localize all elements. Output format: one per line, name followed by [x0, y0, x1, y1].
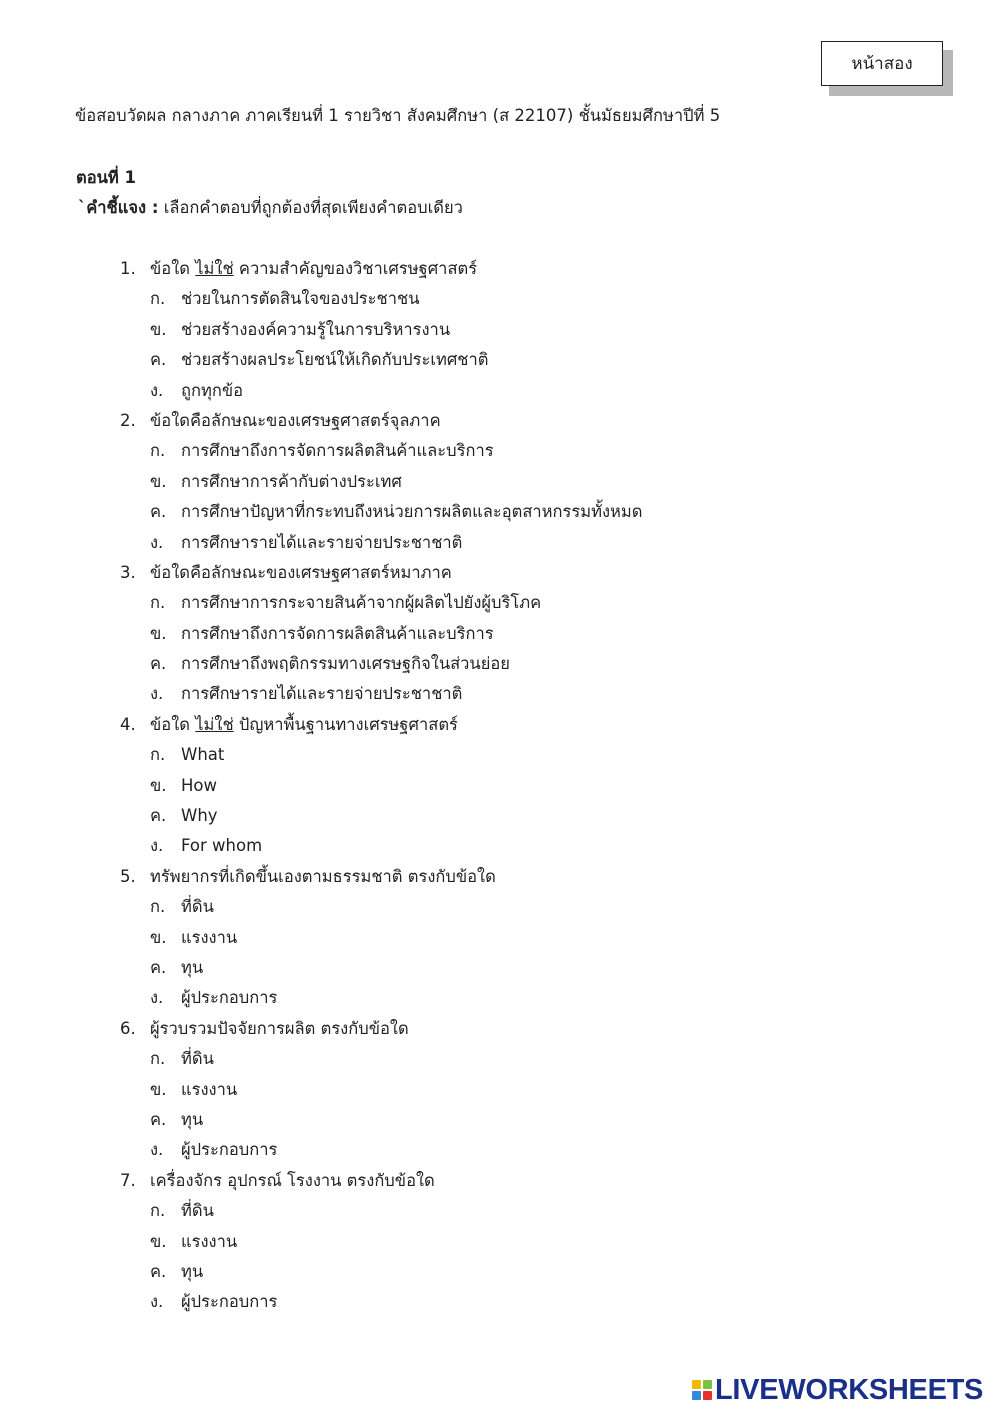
- choice-text: แรงงาน: [181, 927, 238, 947]
- question-text: [150, 1014, 409, 1044]
- question-text-part: เครื่องจักร อุปกรณ์ โรงงาน ตรงกับข้อใด: [150, 1170, 435, 1190]
- logo-square: [703, 1380, 712, 1389]
- choice-text: การศึกษาปัญหาที่กระทบถึงหน่วยการผลิตและอุตสาหกรรมทั้งหมด: [181, 502, 643, 522]
- choice-letter: ก.: [150, 441, 166, 461]
- question-text-part: ข้อใด: [150, 714, 196, 734]
- question-number: 2.: [120, 410, 136, 430]
- page-badge-label: หน้าสอง: [851, 54, 913, 74]
- choice-text: ทุน: [181, 1261, 204, 1281]
- choice-item[interactable]: [0, 892, 1000, 922]
- choice-item[interactable]: [0, 649, 1000, 679]
- question-text-part: ข้อใดคือลักษณะของเศรษฐศาสตร์หมาภาค: [150, 562, 452, 582]
- choice-letter: ง.: [150, 532, 164, 552]
- choice-letter: ค.: [150, 957, 167, 977]
- choice-text: ที่ดิน: [181, 1201, 214, 1221]
- instructions: [78, 195, 463, 221]
- choice-item[interactable]: [0, 1044, 1000, 1074]
- choice-text: What: [181, 745, 225, 765]
- choice-letter: ง.: [150, 988, 164, 1008]
- logo-square: [703, 1391, 712, 1400]
- choice-letter: ง.: [150, 1140, 164, 1160]
- choice-item[interactable]: [0, 376, 1000, 406]
- choice-letter: ง.: [150, 684, 164, 704]
- question-6: [0, 1014, 1000, 1044]
- question-5: [0, 862, 1000, 892]
- choice-item[interactable]: [0, 740, 1000, 770]
- question-number: 4.: [120, 714, 136, 734]
- choice-item[interactable]: [0, 315, 1000, 345]
- choice-text: แรงงาน: [181, 1231, 238, 1251]
- question-text: [150, 254, 477, 284]
- choice-item[interactable]: [0, 528, 1000, 558]
- question-text-part: ทรัพยากรที่เกิดขึ้นเองตามธรรมชาติ ตรงกับข้อใด: [150, 866, 496, 886]
- choice-text: ถูกทุกข้อ: [181, 380, 244, 400]
- choice-text: ผู้ประกอบการ: [181, 1292, 278, 1312]
- choice-letter: ง.: [150, 1292, 164, 1312]
- choice-letter: ค.: [150, 654, 167, 674]
- question-emphasis: ไม่ใช่: [195, 714, 234, 734]
- page-badge: [821, 41, 943, 86]
- choice-text: การศึกษาถึงการจัดการผลิตสินค้าและบริการ: [181, 623, 494, 643]
- choice-item[interactable]: [0, 1135, 1000, 1165]
- choice-letter: ข.: [150, 1079, 167, 1099]
- choice-letter: ง.: [150, 836, 164, 856]
- question-2: [0, 406, 1000, 436]
- choice-item[interactable]: [0, 1105, 1000, 1135]
- choice-item[interactable]: [0, 588, 1000, 618]
- choice-text: Why: [181, 806, 218, 826]
- question-text: [150, 862, 496, 892]
- choice-item[interactable]: [0, 1075, 1000, 1105]
- choice-letter: ค.: [150, 806, 167, 826]
- choice-text: ที่ดิน: [181, 897, 214, 917]
- choice-item[interactable]: [0, 1227, 1000, 1257]
- choice-item[interactable]: [0, 284, 1000, 314]
- choice-item[interactable]: [0, 983, 1000, 1013]
- choice-text: ช่วยสร้างผลประโยชน์ให้เกิดกับประเทศชาติ: [181, 350, 489, 370]
- choice-text: ผู้ประกอบการ: [181, 1140, 278, 1160]
- choice-item[interactable]: [0, 953, 1000, 983]
- logo-square: [692, 1380, 701, 1389]
- choice-text: ช่วยในการตัดสินใจของประชาชน: [181, 289, 420, 309]
- choice-text: ทุน: [181, 1109, 204, 1129]
- choice-item[interactable]: [0, 1287, 1000, 1317]
- question-4: [0, 710, 1000, 740]
- liveworksheets-logo: [692, 1374, 983, 1406]
- question-text: [150, 710, 458, 740]
- question-1: [0, 254, 1000, 284]
- choice-letter: ค.: [150, 1261, 167, 1281]
- exam-heading: ข้อสอบวัดผล กลางภาค ภาคเรียนที่ 1 รายวิชา สังคมศึกษา (ส 22107) ชั้นมัธยมศึกษาปีที่ 5: [75, 106, 721, 125]
- question-text-part: ผู้รวบรวมปัจจัยการผลิต ตรงกับข้อใด: [150, 1018, 409, 1038]
- choice-letter: ก.: [150, 745, 166, 765]
- choice-item[interactable]: [0, 436, 1000, 466]
- choice-item[interactable]: [0, 619, 1000, 649]
- choice-letter: ค.: [150, 502, 167, 522]
- choice-text: การศึกษารายได้และรายจ่ายประชาชาติ: [181, 532, 463, 552]
- choice-letter: ก.: [150, 593, 166, 613]
- choice-letter: ง.: [150, 380, 164, 400]
- choice-letter: ข.: [150, 319, 167, 339]
- liveworksheets-logo-icon: [692, 1380, 712, 1400]
- instructions-text: เลือกคำตอบที่ถูกต้องที่สุดเพียงคำตอบเดียว: [158, 198, 463, 217]
- choice-item[interactable]: [0, 497, 1000, 527]
- choice-text: การศึกษาถึงพฤติกรรมทางเศรษฐกิจในส่วนย่อย: [181, 654, 510, 674]
- choice-text: ทุน: [181, 957, 204, 977]
- choice-text: ช่วยสร้างองค์ความรู้ในการบริหารงาน: [181, 319, 451, 339]
- question-text: [150, 558, 452, 588]
- logo-square: [692, 1391, 701, 1400]
- choice-text: การศึกษาถึงการจัดการผลิตสินค้าและบริการ: [181, 441, 494, 461]
- choice-letter: ข.: [150, 1231, 167, 1251]
- question-emphasis: ไม่ใช่: [195, 259, 234, 278]
- question-text-part: ความสำคัญของวิชาเศรษฐศาสตร์: [233, 259, 478, 278]
- choice-item[interactable]: [0, 923, 1000, 953]
- question-text: [150, 406, 441, 436]
- choice-text: How: [181, 775, 217, 795]
- question-number: 7.: [120, 1170, 136, 1190]
- choice-letter: ก.: [150, 1201, 166, 1221]
- choice-letter: ค.: [150, 350, 167, 370]
- question-list: [0, 254, 1000, 1318]
- choice-letter: ก.: [150, 289, 166, 309]
- question-number: 1.: [120, 259, 136, 278]
- question-3: [0, 558, 1000, 588]
- question-7: [0, 1166, 1000, 1196]
- question-number: 5.: [120, 866, 136, 886]
- choice-item[interactable]: [0, 1196, 1000, 1226]
- choice-letter: ข.: [150, 471, 167, 491]
- choice-letter: ข.: [150, 927, 167, 947]
- choice-text: การศึกษาการค้ากับต่างประเทศ: [181, 471, 402, 491]
- choice-text: แรงงาน: [181, 1079, 238, 1099]
- instructions-label: `คำชี้แจง :: [78, 198, 159, 217]
- choice-text: การศึกษารายได้และรายจ่ายประชาชาติ: [181, 684, 463, 704]
- choice-item[interactable]: [0, 1257, 1000, 1287]
- question-number: 3.: [120, 562, 136, 582]
- question-number: 6.: [120, 1018, 136, 1038]
- choice-text: การศึกษาการกระจายสินค้าจากผู้ผลิตไปยังผู้บริโภค: [181, 593, 542, 613]
- liveworksheets-logo-text: LIVEWORKSHEETS: [715, 1373, 984, 1406]
- question-text: [150, 1166, 435, 1196]
- question-text-part: ข้อใด: [150, 259, 196, 278]
- choice-letter: ข.: [150, 623, 167, 643]
- choice-item[interactable]: [0, 679, 1000, 709]
- choice-letter: ก.: [150, 1049, 166, 1069]
- part-title: ตอนที่ 1: [76, 168, 137, 187]
- choice-text: For whom: [181, 836, 263, 856]
- choice-letter: ค.: [150, 1109, 167, 1129]
- choice-item[interactable]: [0, 345, 1000, 375]
- question-text-part: ปัญหาพื้นฐานทางเศรษฐศาสตร์: [233, 714, 458, 734]
- choice-text: ผู้ประกอบการ: [181, 988, 278, 1008]
- question-text-part: ข้อใดคือลักษณะของเศรษฐศาสตร์จุลภาค: [150, 410, 441, 430]
- choice-item[interactable]: [0, 801, 1000, 831]
- choice-item[interactable]: [0, 467, 1000, 497]
- choice-letter: ข.: [150, 775, 167, 795]
- choice-item[interactable]: [0, 831, 1000, 861]
- choice-text: ที่ดิน: [181, 1049, 214, 1069]
- choice-item[interactable]: [0, 771, 1000, 801]
- choice-letter: ก.: [150, 897, 166, 917]
